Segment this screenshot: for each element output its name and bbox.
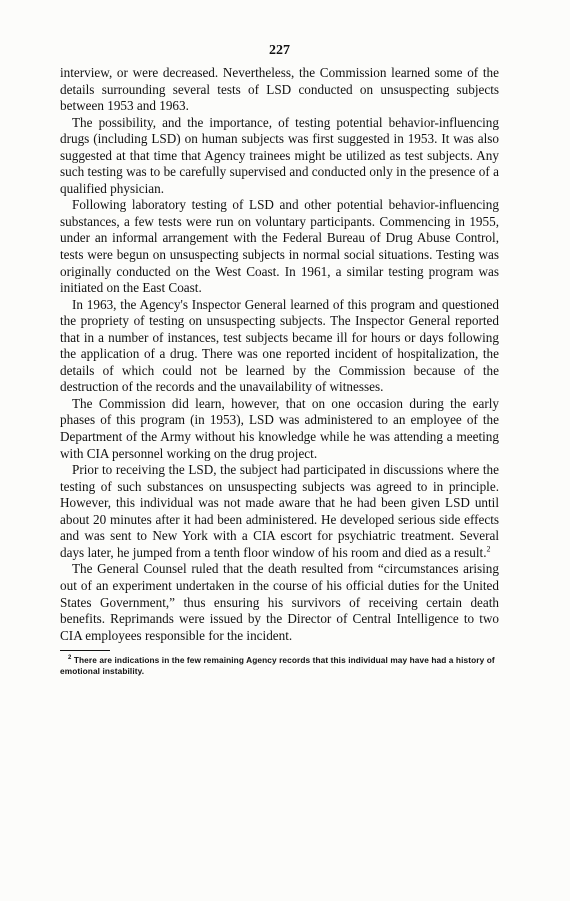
footnote-text: There are indications in the few remaining Agency records that this individual may have had a history of emotional instability. [60,655,495,677]
paragraph-testing-possibility: The possibility, and the importance, of testing potential behavior-influencing drugs (including LSD) on human subjects was first suggested in 1953. It was also suggested at that time that Agency trainees might be utilized as test subjects. Any such testing was to be carefully supervised and conducted only in the presence of a qualified physician. [60,114,499,196]
paragraph-laboratory-testing: Following laboratory testing of LSD and other potential behavior-influencing substances, a few tests were run on voluntary participants. Commencing in 1955, under an informal arrangement with the Federal Bureau of Drug Abuse Control, tests were begun on unsuspecting subjects in normal social situations. Testing was originally conducted on the West Coast. In 1961, a similar testing program was initiated on the East Coast. [60,197,499,296]
paragraph-inspector-general: In 1963, the Agency's Inspector General learned of this program and questioned the propriety of testing on unsuspecting subjects. The Inspector General reported that in a number of instances, test subjects became ill for hours or days following the application of a drug. There was one reported incident of hospitalization, the details of which could not be learned by the Commission because of the destruction of the records and the unavailability of witnesses. [60,296,499,395]
footnote-reference: 2 [486,544,491,554]
paragraph-subject-death [60,462,499,561]
paragraph-army-employee: The Commission did learn, however, that on one occasion during the early phases of this program (in 1953), LSD was administered to an employee of the Department of the Army without his knowledge while he was attending a meeting with CIA personnel working on the drug project. [60,395,499,461]
footnote-divider [60,650,110,651]
footnote-mark: 2 [68,655,72,662]
footnote [60,655,499,677]
page-number: 227 [269,43,290,58]
paragraph-continued: interview, or were decreased. Nevertheless, the Commission learned some of the details surrounding several tests of LSD conducted on unsuspecting subjects between 1953 and 1963. [60,65,499,114]
paragraph-subject-death-text: Prior to receiving the LSD, the subject had participated in discussions where the testing of such substances on unsuspecting subjects was agreed to in principle. However, this individual was not made aware that he had been given LSD until about 20 minutes after it had been administered. He developed serious side effects and was sent to New York with a CIA escort for psychiatric treatment. Several days later, he jumped from a tenth floor window of his room and died as a result. [60,462,499,560]
paragraph-general-counsel: The General Counsel ruled that the death resulted from “circumstances arising out of an experiment undertaken in the course of his official duties for the United States Government,” thus ensuring his survivors of receiving certain death benefits. Reprimands were issued by the Director of Central Intelligence to two CIA employees responsible for the incident. [60,561,499,643]
